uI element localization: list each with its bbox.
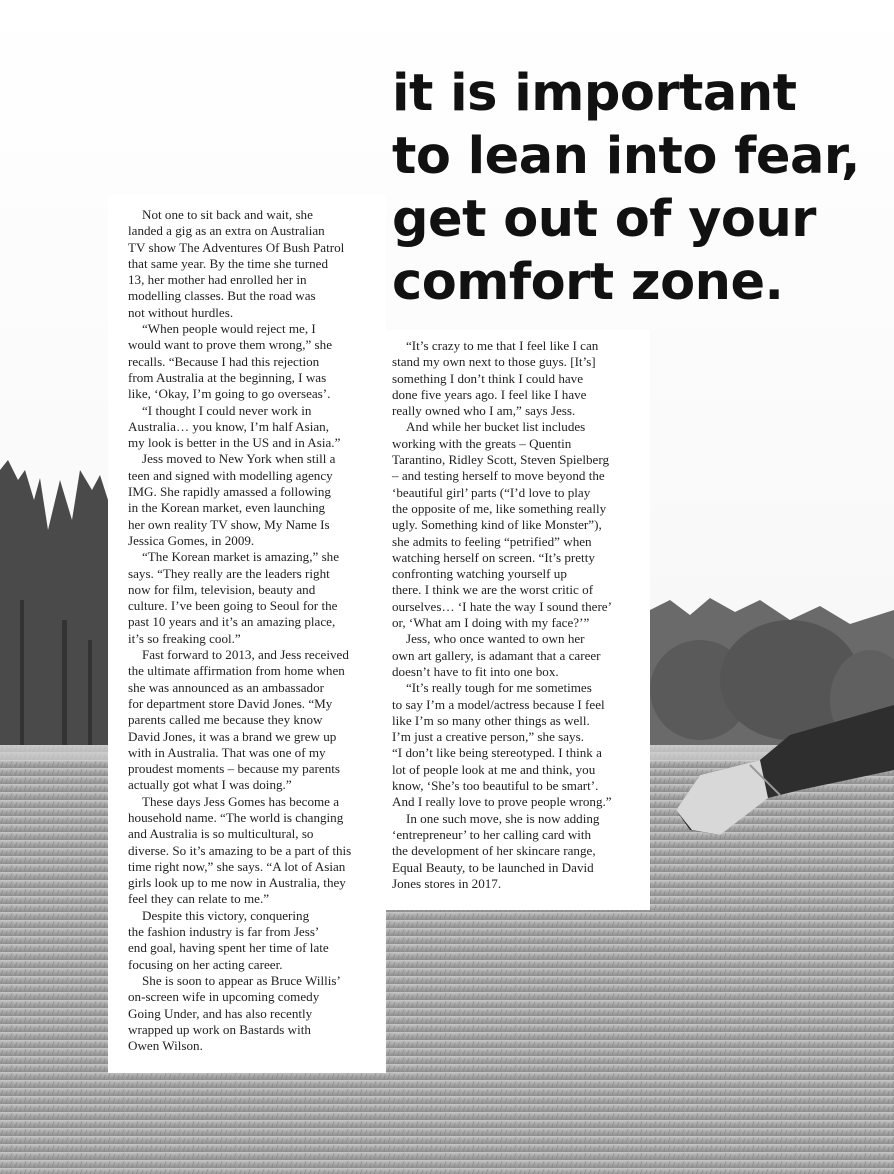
article-line: watching herself on screen. “It’s pretty: [392, 549, 595, 565]
article-line: David Jones, it was a brand we grew up: [128, 728, 337, 744]
article-line: ourselves… ‘I hate the way I sound there’: [392, 598, 612, 614]
article-line: that same year. By the time she turned: [128, 255, 328, 271]
article-line: household name. “The world is changing: [128, 809, 344, 825]
article-line: not without hurdles.: [128, 304, 234, 320]
article-line: These days Jess Gomes has become a: [142, 793, 340, 809]
article-line: “It’s crazy to me that I feel like I can: [406, 338, 599, 353]
article-line: to say I’m a model/actress because I feel: [392, 696, 605, 712]
article-line: would want to prove them wrong,” she: [128, 337, 333, 353]
article-paragraph: [128, 794, 386, 908]
article-paragraph: [128, 403, 386, 452]
article-paragraph: [128, 973, 386, 1054]
article-line: confronting watching yourself up: [392, 566, 567, 582]
article-line: she admits to feeling “petrified” when: [392, 533, 592, 549]
pull-quote-line: comfort zone.: [392, 253, 784, 312]
article-line: from Australia at the beginning, I was: [128, 369, 327, 385]
article-line: “When people would reject me, I: [142, 321, 316, 337]
article-line: doesn’t have to fit into one box.: [392, 663, 559, 679]
article-line: feel they can relate to me.”: [128, 891, 270, 907]
article-line: landed a gig as an extra on Australian: [128, 223, 325, 239]
article-line: And I really love to prove people wrong.”: [392, 794, 612, 810]
article-line: stand my own next to those guys. [It’s]: [392, 354, 596, 370]
article-line: or, ‘What am I doing with my face?’”: [392, 615, 590, 631]
article-line: parents called me because they know: [128, 712, 323, 728]
article-line: now for film, television, beauty and: [128, 581, 316, 597]
article-line: Tarantino, Ridley Scott, Steven Spielberg: [392, 452, 610, 468]
article-line: working with the greats – Quentin: [392, 435, 572, 451]
article-line: actually got what I was doing.”: [128, 777, 292, 793]
article-paragraph: [392, 631, 650, 680]
article-line: IMG. She rapidly amassed a following: [128, 484, 331, 500]
article-line: teen and signed with modelling agency: [128, 467, 333, 483]
article-line: And while her bucket list includes: [406, 419, 586, 435]
article-line: She is soon to appear as Bruce Willis’: [142, 972, 341, 988]
article-line: and Australia is so multicultural, so: [128, 826, 314, 842]
article-paragraph: [128, 908, 386, 973]
pull-quote-line: to lean into fear,: [392, 127, 860, 186]
article-line: the ultimate affirmation from home when: [128, 663, 345, 679]
article-line: In one such move, she is now adding: [406, 810, 600, 826]
article-line: Fast forward to 2013, and Jess received: [142, 647, 349, 663]
article-line: Jess moved to New York when still a: [142, 451, 336, 467]
article-paragraph: [128, 321, 386, 402]
article-line: lot of people look at me and think, you: [392, 761, 596, 777]
article-line: know, ‘She’s too beautiful to be smart’.: [392, 778, 599, 794]
article-line: Jones stores in 2017.: [392, 875, 502, 891]
article-line: the development of her skincare range,: [392, 843, 596, 859]
article-line: TV show The Adventures Of Bush Patrol: [128, 239, 345, 255]
article-line: the fashion industry is far from Jess’: [128, 924, 320, 940]
article-line: like, ‘Okay, I’m going to go overseas’.: [128, 386, 331, 402]
article-line: ugly. Something kind of like Monster”),: [392, 517, 602, 533]
article-line: Equal Beauty, to be launched in David: [392, 859, 594, 875]
article-paragraph: [128, 207, 386, 321]
article-line: culture. I’ve been going to Seoul for the: [128, 598, 338, 614]
article-line: focusing on her acting career.: [128, 956, 283, 972]
article-line: Not one to sit back and wait, she: [142, 207, 313, 222]
article-line: on-screen wife in upcoming comedy: [128, 989, 320, 1005]
article-line: own art gallery, is adamant that a career: [392, 647, 601, 663]
article-line: I’m just a creative person,” she says.: [392, 729, 584, 745]
article-paragraph: [392, 338, 650, 419]
article-line: “I thought I could never work in: [142, 402, 312, 418]
article-line: “I don’t like being stereotyped. I think a: [392, 745, 602, 761]
article-line: “The Korean market is amazing,” she: [142, 549, 340, 565]
article-line: with in Australia. That was one of my: [128, 744, 326, 760]
article-line: end goal, having spent her time of late: [128, 940, 329, 956]
article-line: Owen Wilson.: [128, 1038, 203, 1054]
article-line: done five years ago. I feel like I have: [392, 386, 587, 402]
article-line: it’s so freaking cool.”: [128, 630, 241, 646]
article-line: Jess, who once wanted to own her: [406, 631, 585, 647]
article-paragraph: [128, 451, 386, 549]
article-line: like I’m so many other things as well.: [392, 712, 590, 728]
article-line: wrapped up work on Bastards with: [128, 1021, 311, 1037]
article-paragraph: [392, 680, 650, 810]
article-column-left: [108, 195, 386, 1073]
article-line: something I don’t think I could have: [392, 370, 584, 386]
article-line: ‘beautiful girl’ parts (“I’d love to play: [392, 484, 591, 500]
article-line: girls look up to me now in Australia, they: [128, 875, 346, 891]
article-line: really owned who I am,” says Jess.: [392, 403, 576, 419]
article-line: proudest moments – because my parents: [128, 761, 340, 777]
article-line: ‘entrepreneur’ to her calling card with: [392, 826, 592, 842]
pull-quote: [392, 62, 872, 314]
article-line: – and testing herself to move beyond the: [392, 468, 605, 484]
article-line: recalls. “Because I had this rejection: [128, 353, 320, 369]
article-line: 13, her mother had enrolled her in: [128, 272, 307, 288]
pull-quote-line: get out of your: [392, 190, 816, 249]
pull-quote-line: it is important: [392, 64, 797, 123]
article-line: “It’s really tough for me sometimes: [406, 680, 592, 696]
article-line: past 10 years and it’s an amazing place,: [128, 614, 336, 630]
article-line: time right now,” she says. “A lot of Asian: [128, 858, 346, 874]
article-line: there. I think we are the worst critic of: [392, 582, 594, 598]
article-line: Going Under, and has also recently: [128, 1005, 313, 1021]
article-line: Australia… you know, I’m half Asian,: [128, 418, 329, 434]
article-paragraph: [392, 811, 650, 892]
article-line: my look is better in the US and in Asia.”: [128, 435, 341, 451]
article-line: diverse. So it’s amazing to be a part of this: [128, 842, 352, 858]
article-line: says. “They really are the leaders right: [128, 565, 330, 581]
article-line: modelling classes. But the road was: [128, 288, 316, 304]
article-paragraph: [392, 419, 650, 631]
article-line: her own reality TV show, My Name Is: [128, 516, 330, 532]
article-line: Despite this victory, conquering: [142, 907, 310, 923]
article-paragraph: [128, 647, 386, 794]
tree-line-left: [0, 460, 108, 760]
article-line: for department store David Jones. “My: [128, 695, 333, 711]
article-line: Jessica Gomes, in 2009.: [128, 532, 255, 548]
article-paragraph: [128, 549, 386, 647]
article-line: the opposite of me, like something really: [392, 500, 607, 516]
article-line: in the Korean market, even launching: [128, 500, 326, 516]
article-column-right: [386, 330, 650, 910]
article-line: she was announced as an ambassador: [128, 679, 324, 695]
